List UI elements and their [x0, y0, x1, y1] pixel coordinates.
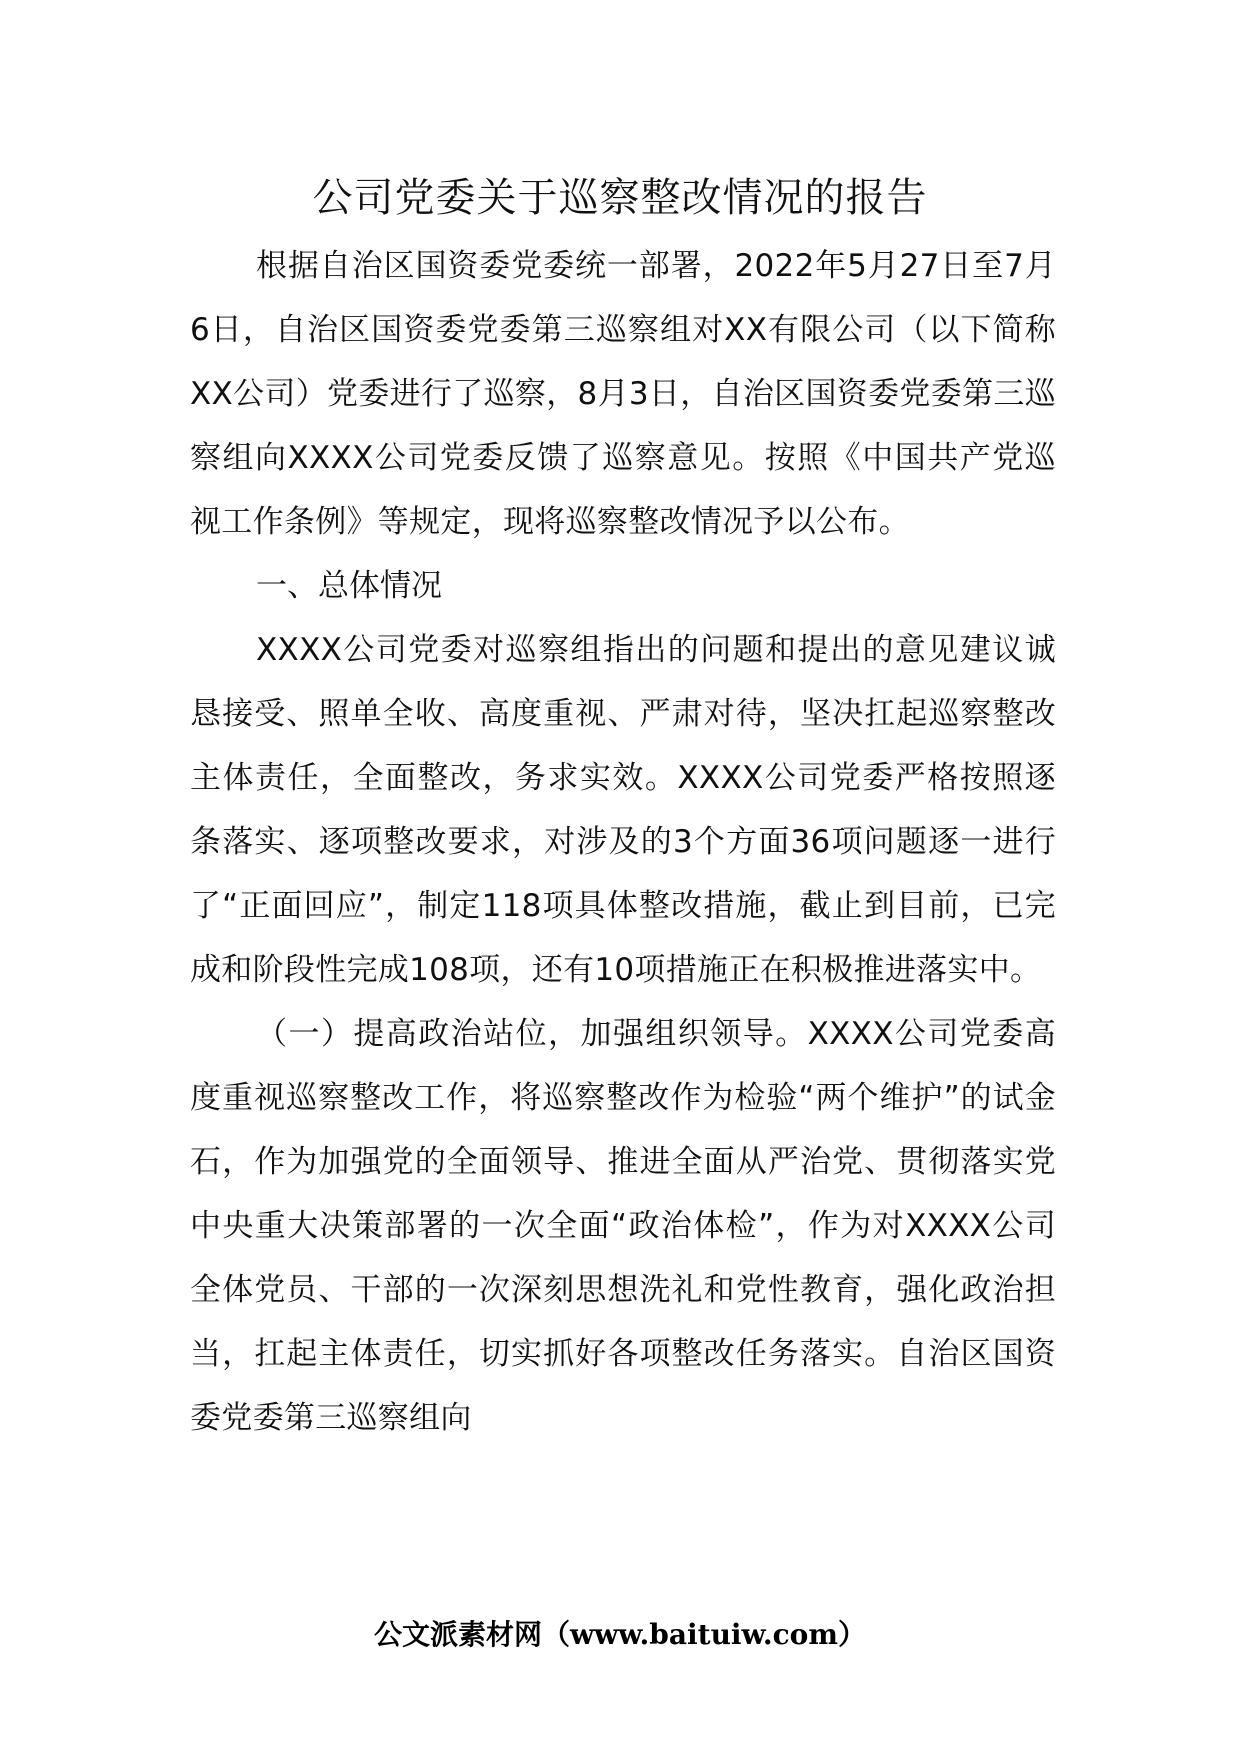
footer-source-text: 公文派素材网（www.baituiw.com）	[374, 1618, 866, 1651]
subsection-paragraph-1: （一）提高政治站位，加强组织领导。XXXX公司党委高度重视巡察整改工作，将巡察整改作为检验“两个维护”的试金石，作为加强党的全面领导、推进全面从严治党、贯彻落实党中央重大决策部署的一次全面“政治体检”，作为对XXXX公司全体党员、干部的一次深刻思想洗礼和党性教育，强化政治担当，扛起主体责任，切实抓好各项整改任务落实。自治区国资委党委第三巡察组向	[190, 1016, 1056, 1436]
intro-paragraph: 根据自治区国资委党委统一部署，2022年5月27日至7月6日，自治区国资委党委第三巡察组对XX有限公司（以下简称XX公司）党委进行了巡察，8月3日，自治区国资委党委第三巡察组向XXXX公司党委反馈了巡察意见。按照《中国共产党巡视工作条例》等规定，现将巡察整改情况予以公布。	[190, 248, 1056, 540]
overview-paragraph: XXXX公司党委对巡察组指出的问题和提出的意见建议诚恳接受、照单全收、高度重视、严肃对待，坚决扛起巡察整改主体责任，全面整改，务求实效。XXXX公司党委严格按照逐条落实、逐项整改要求，对涉及的3个方面36项问题逐一进行了“正面回应”，制定118项具体整改措施，截止到目前，已完成和阶段性完成108项，还有10项措施正在积极推进落实中。	[190, 632, 1056, 988]
document-title: 公司党委关于巡察整改情况的报告	[312, 175, 928, 221]
document-body	[190, 234, 1056, 1450]
section-heading-overview: 一、总体情况	[256, 568, 442, 604]
